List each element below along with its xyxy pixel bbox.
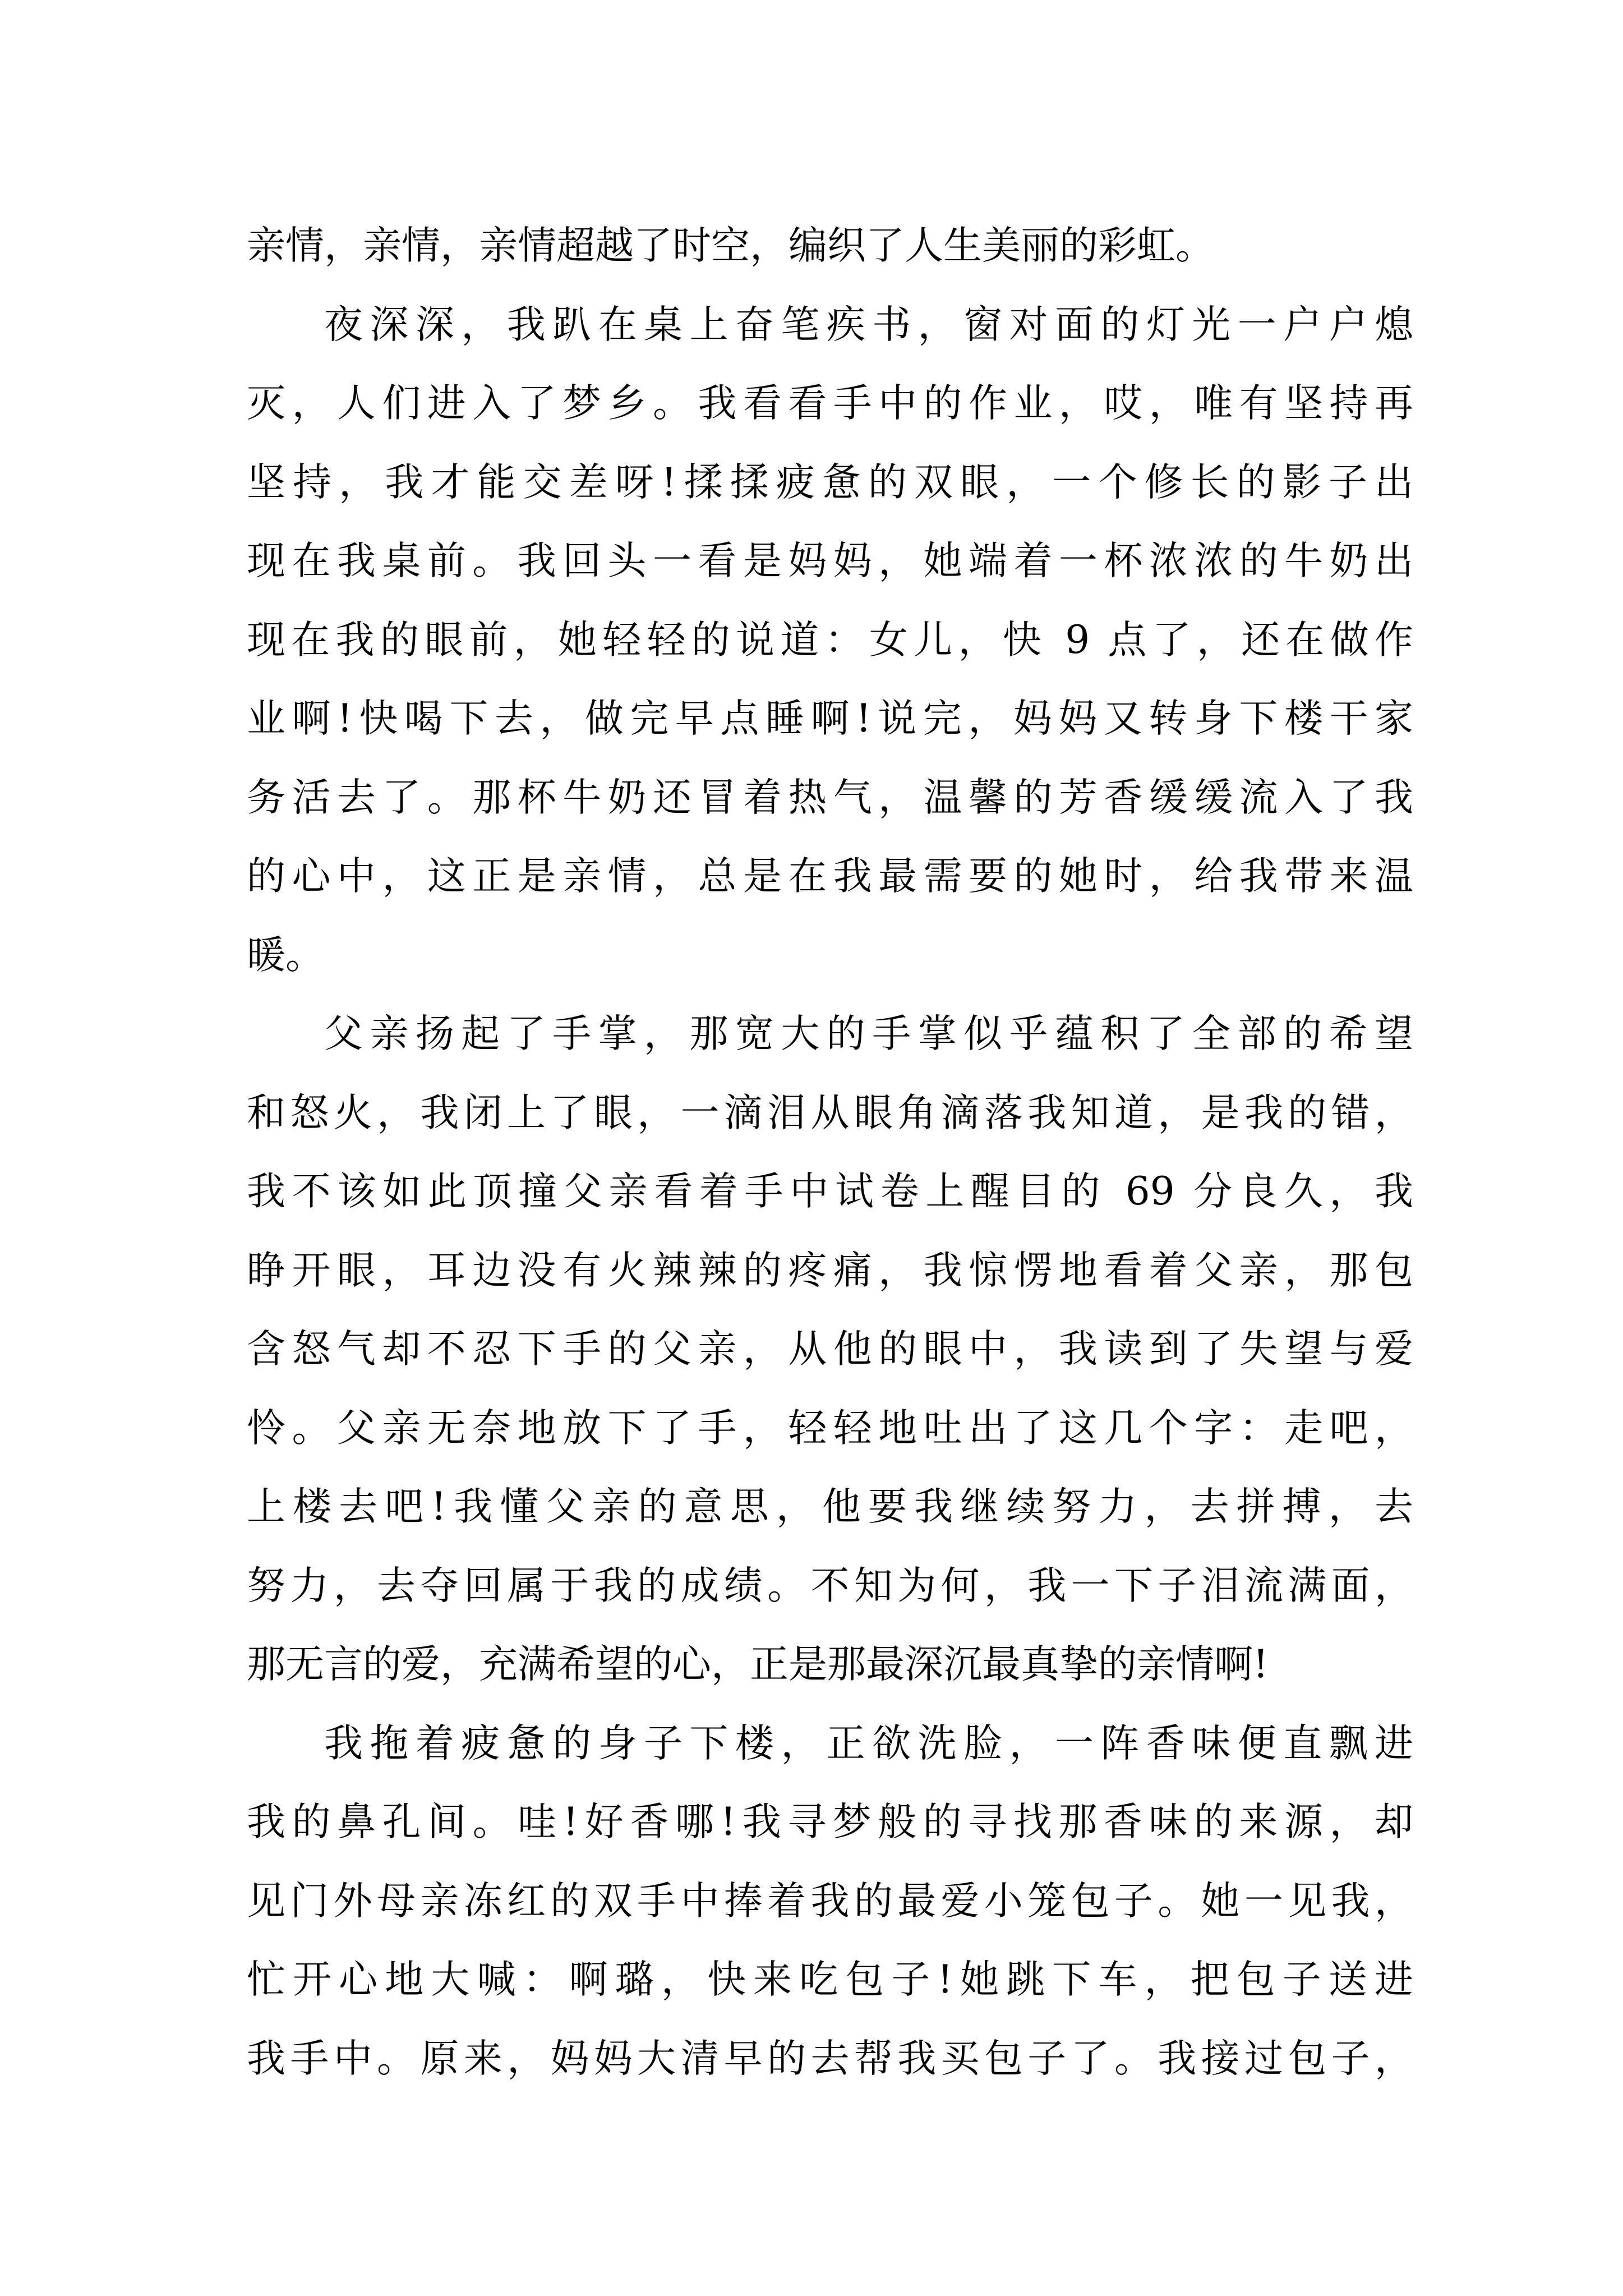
paragraph-line: 现在我的眼前，她轻轻的说道：女儿，快 9 点了，还在做作 — [247, 617, 1413, 662]
paragraph-line: 我不该如此顶撞父亲看着手中试卷上醒目的 69 分良久，我 — [247, 1169, 1413, 1214]
paragraph-line: 忙开心地大喊：啊璐，快来吃包子!她跳下车，把包子送进 — [247, 1957, 1413, 2002]
paragraph-line: 上楼去吧!我懂父亲的意思，他要我继续努力，去拼搏，去 — [247, 1484, 1413, 1529]
paragraph-line: 见门外母亲冻红的双手中捧着我的最爱小笼包子。她一见我， — [247, 1878, 1413, 1924]
paragraph-line: 夜深深，我趴在桌上奋笔疾书，窗对面的灯光一户户熄 — [324, 302, 1413, 347]
paragraph-line: 含怒气却不忍下手的父亲，从他的眼中，我读到了失望与爱 — [247, 1327, 1413, 1372]
paragraph-line: 努力，去夺回属于我的成绩。不知为何，我一下子泪流满面， — [247, 1563, 1413, 1608]
paragraph-line: 现在我桌前。我回头一看是妈妈，她端着一杯浓浓的牛奶出 — [247, 539, 1413, 583]
paragraph-line: 业啊!快喝下去，做完早点睡啊!说完，妈妈又转身下楼干家 — [247, 696, 1413, 741]
paragraph-line: 务活去了。那杯牛奶还冒着热气，温馨的芳香缓缓流入了我 — [247, 775, 1413, 820]
paragraph-line: 亲情，亲情，亲情超越了时空，编织了人生美丽的彩虹。 — [247, 223, 1214, 268]
paragraph-line: 怜。父亲无奈地放下了手，轻轻地吐出了这几个字：走吧， — [247, 1405, 1413, 1451]
paragraph-line: 我手中。原来，妈妈大清早的去帮我买包子了。我接过包子， — [247, 2036, 1413, 2081]
paragraph-line: 坚持，我才能交差呀!揉揉疲惫的双眼，一个修长的影子出 — [247, 459, 1413, 505]
paragraph-line: 睁开眼，耳边没有火辣辣的疼痛，我惊愣地看着父亲，那包 — [247, 1248, 1413, 1293]
paragraph-line: 那无言的爱，充满希望的心，正是那最深沉最真挚的亲情啊! — [247, 1642, 1269, 1687]
paragraph-line: 和怒火，我闭上了眼，一滴泪从眼角滴落我知道，是我的错， — [247, 1090, 1413, 1135]
paragraph-line: 暖。 — [247, 932, 324, 978]
document-body — [247, 206, 1413, 2098]
paragraph-line: 我拖着疲惫的身子下楼，正欲洗脸，一阵香味便直飘进 — [324, 1720, 1413, 1766]
paragraph-line: 父亲扬起了手掌，那宽大的手掌似乎蕴积了全部的希望 — [324, 1011, 1413, 1056]
paragraph-line: 我的鼻孔间。哇!好香哪!我寻梦般的寻找那香味的来源，却 — [247, 1800, 1413, 1844]
paragraph-line: 的心中，这正是亲情，总是在我最需要的她时，给我带来温 — [247, 854, 1413, 899]
paragraph-line: 灭，人们进入了梦乡。我看看手中的作业，哎，唯有坚持再 — [247, 381, 1413, 426]
